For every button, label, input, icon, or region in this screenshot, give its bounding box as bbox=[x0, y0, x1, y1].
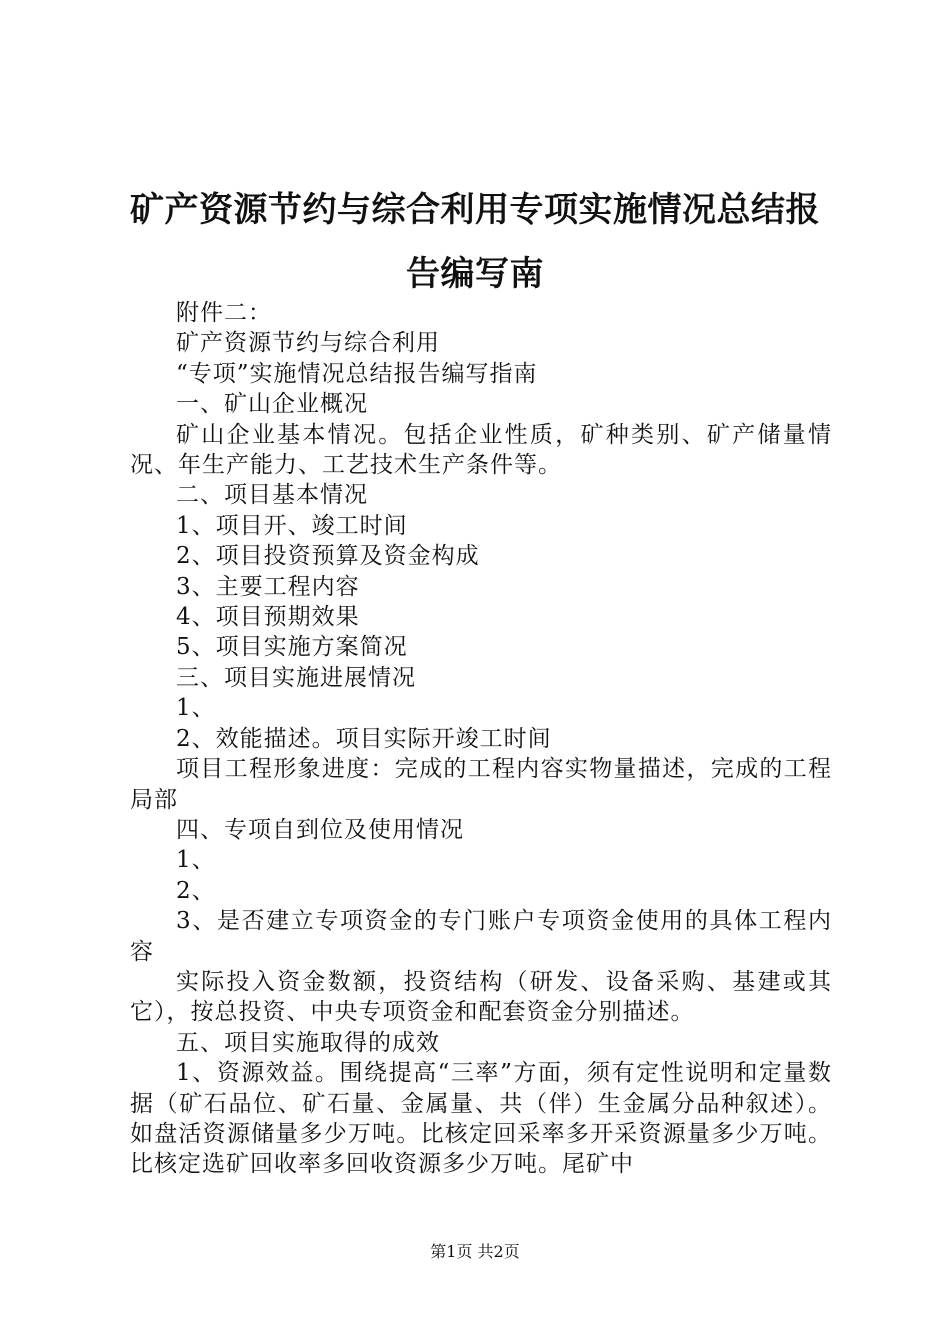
list-item: 2、效能描述。项目实际开竣工时间 bbox=[176, 725, 552, 752]
list-item: 1、 bbox=[176, 847, 216, 874]
list-item: 1、项目开、竣工时间 bbox=[176, 512, 408, 539]
section-heading: 四、专项自到位及使用情况 bbox=[176, 816, 464, 843]
paragraph: 实际投入资金数额，投资结构（研发、设备采购、基建或其它），按总投资、中央专项资金和配套资金分别描述。 bbox=[130, 968, 832, 1026]
paragraph: 矿山企业基本情况。包括企业性质，矿种类别、矿产储量情况、年生产能力、工艺技术生产条件等。 bbox=[130, 421, 832, 479]
list-item: 5、项目实施方案简况 bbox=[176, 634, 408, 661]
list-item: 3、是否建立专项资金的专门账户专项资金使用的具体工程内容 bbox=[130, 908, 832, 965]
paragraph: 1、资源效益。围绕提高“三率”方面，须有定性说明和定量数据（矿石品位、矿石量、金属量、共（伴）生金属分品种叙述）。如盘活资源储量多少万吨。比核定回采率多开采资源量多少万吨。比核定选矿回收率多回收资源多少万吨。尾矿中 bbox=[130, 1060, 832, 1178]
list-item: 1、 bbox=[176, 695, 216, 722]
list-item: 2、项目投资预算及资金构成 bbox=[176, 543, 480, 570]
document-title: 矿产资源节约与综合利用专项实施情况总结报告编写南 bbox=[130, 190, 820, 294]
paragraph: 项目工程形象进度：完成的工程内容实物量描述，完成的工程局部 bbox=[130, 756, 832, 813]
paragraph: 矿产资源节约与综合利用 bbox=[176, 330, 440, 357]
list-item: 2、 bbox=[176, 877, 216, 904]
section-heading: 五、项目实施取得的成效 bbox=[176, 1029, 440, 1056]
page-number-footer: 第1页 共2页 bbox=[430, 1242, 520, 1261]
paragraph: “专项”实施情况总结报告编写指南 bbox=[176, 360, 538, 387]
section-heading: 二、项目基本情况 bbox=[176, 482, 368, 509]
document-body bbox=[130, 298, 832, 1180]
list-item: 4、项目预期效果 bbox=[176, 604, 360, 631]
section-heading: 三、项目实施进展情况 bbox=[176, 664, 416, 691]
paragraph: 附件二： bbox=[176, 300, 272, 326]
list-item: 3、主要工程内容 bbox=[176, 573, 360, 600]
section-heading: 一、矿山企业概况 bbox=[176, 391, 368, 418]
